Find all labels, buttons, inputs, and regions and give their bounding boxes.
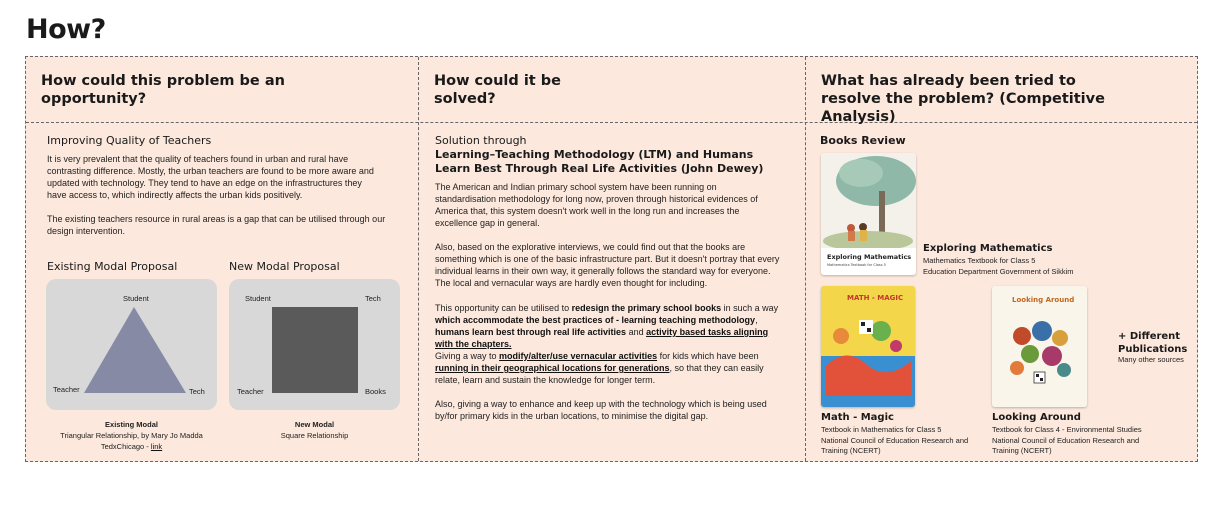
ted-link[interactable]: link: [150, 442, 163, 451]
existing-modal-caption: [46, 419, 217, 452]
solution-heading: How could it be solved?: [434, 73, 561, 107]
book-title: Exploring Mathematics: [923, 243, 1053, 254]
looking-around-illustration-icon: [992, 286, 1087, 407]
opportunity-subheading: Improving Quality of Teachers: [47, 134, 212, 147]
diagram-label-tech: Tech: [365, 294, 381, 303]
book-title: Math - Magic: [821, 412, 894, 423]
more-publications-subtitle: Many other sources: [1118, 355, 1184, 364]
solution-subheading-2: Learning–Teaching Methodology (LTM) and Humans Learn Best Through Real Life Activities (John Dewey): [435, 148, 764, 175]
book-meta: Textbook in Mathematics for Class 5 National Council of Education Research and Training (NCERT): [821, 425, 969, 455]
competitive-heading: What has already been tried to resolve the problem? (Competitive Analysis): [821, 73, 1105, 125]
caption-title: Existing Modal: [105, 420, 158, 429]
diagram-label-teacher: Teacher: [53, 385, 80, 394]
opportunity-heading: How could this problem be an opportunity?: [41, 73, 285, 107]
new-modal-heading: New Modal Proposal: [229, 260, 340, 273]
new-modal-caption: [229, 419, 400, 441]
column-divider: [805, 57, 806, 461]
book-meta: Mathematics Textbook for Class 5 Education Department Government of Sikkim: [923, 256, 1074, 276]
solution-paragraph-4: Giving a way to modify/alter/use vernacular activities for kids which have been running in their geographical locations for generations, so that they can easily relate, learn and sustain the knowledge for longer term.: [435, 351, 764, 385]
book-cover-exploring-mathematics: [821, 153, 916, 275]
solution-paragraph-5: Also, giving a way to enhance and keep up with the technology which is being used by/for primary kids in the urban locations, to minimise the digital gap.: [435, 399, 767, 421]
book-cover-math-magic: [821, 286, 915, 407]
solution-subheading-1: Solution through: [435, 134, 527, 147]
diagram-label-teacher: Teacher: [237, 387, 264, 396]
diagram-label-student: Student: [123, 294, 149, 303]
book-title: Looking Around: [992, 412, 1081, 423]
column-divider: [418, 57, 419, 461]
existing-modal-diagram: [46, 279, 217, 410]
solution-paragraph-2: Also, based on the explorative interviews, we could find out that the books are something which is one of the basic infrastructure part. But it doesn't portray that every individual learns in their own way, it generally follows the standard way for everyone. The local and vernacular ways are hardly even thought for including.: [435, 242, 780, 288]
books-review-heading: Books Review: [820, 134, 906, 147]
more-publications-title: + Different Publications: [1118, 331, 1188, 355]
caption-title: New Modal: [294, 420, 335, 429]
page-title: How?: [26, 14, 106, 45]
book-cover-looking-around: [992, 286, 1087, 407]
opportunity-paragraph-1: It is very prevalent that the quality of teachers found in urban and rural have contrasting difference. Mostly, the urban teachers are found to be more aware and updated with technology. They tend to have an edge on the infrastructures they have access to, which indirectly affects the urban kids positively.: [47, 154, 374, 200]
square-shape: [272, 307, 358, 393]
cover-title: Looking Around: [1012, 296, 1075, 304]
diagram-label-tech: Tech: [189, 387, 205, 396]
solution-paragraph-3: This opportunity can be utilised to redesign the primary school books in such a way which accommodate the best practices of - learning teaching methodology, humans learn best through real life activities and activity based tasks aligning with the chapters.: [435, 303, 779, 349]
how-board: [25, 56, 1198, 462]
book-meta: Textbook for Class 4 - Environmental Studies National Council of Education Research and Training (NCERT): [992, 425, 1142, 455]
math-magic-illustration-icon: [821, 286, 915, 407]
tree-illustration-icon: [821, 153, 916, 248]
diagram-label-books: Books: [365, 387, 386, 396]
new-modal-diagram: [229, 279, 400, 410]
cover-title: Exploring Mathematics: [827, 253, 912, 261]
caption-line: Square Relationship: [280, 431, 349, 440]
cover-subtitle: Mathematics Textbook for Class 5: [827, 263, 886, 267]
solution-paragraph-1: The American and Indian primary school system have been running on standardisation methodology for long now, proven through historical evidences of America that, this system doesn't work well in the long run and increases the excellence gap in general.: [435, 182, 758, 228]
opportunity-paragraph-2: The existing teachers resource in rural areas is a gap that can be utilised through our design intervention.: [47, 214, 386, 236]
diagram-label-student: Student: [245, 294, 271, 303]
caption-line: Triangular Relationship, by Mary Jo Madda: [60, 431, 203, 440]
existing-modal-heading: Existing Modal Proposal: [47, 260, 178, 273]
cover-title: MATH - MAGIC: [847, 294, 904, 302]
caption-line: TedxChicago - link: [100, 442, 163, 451]
